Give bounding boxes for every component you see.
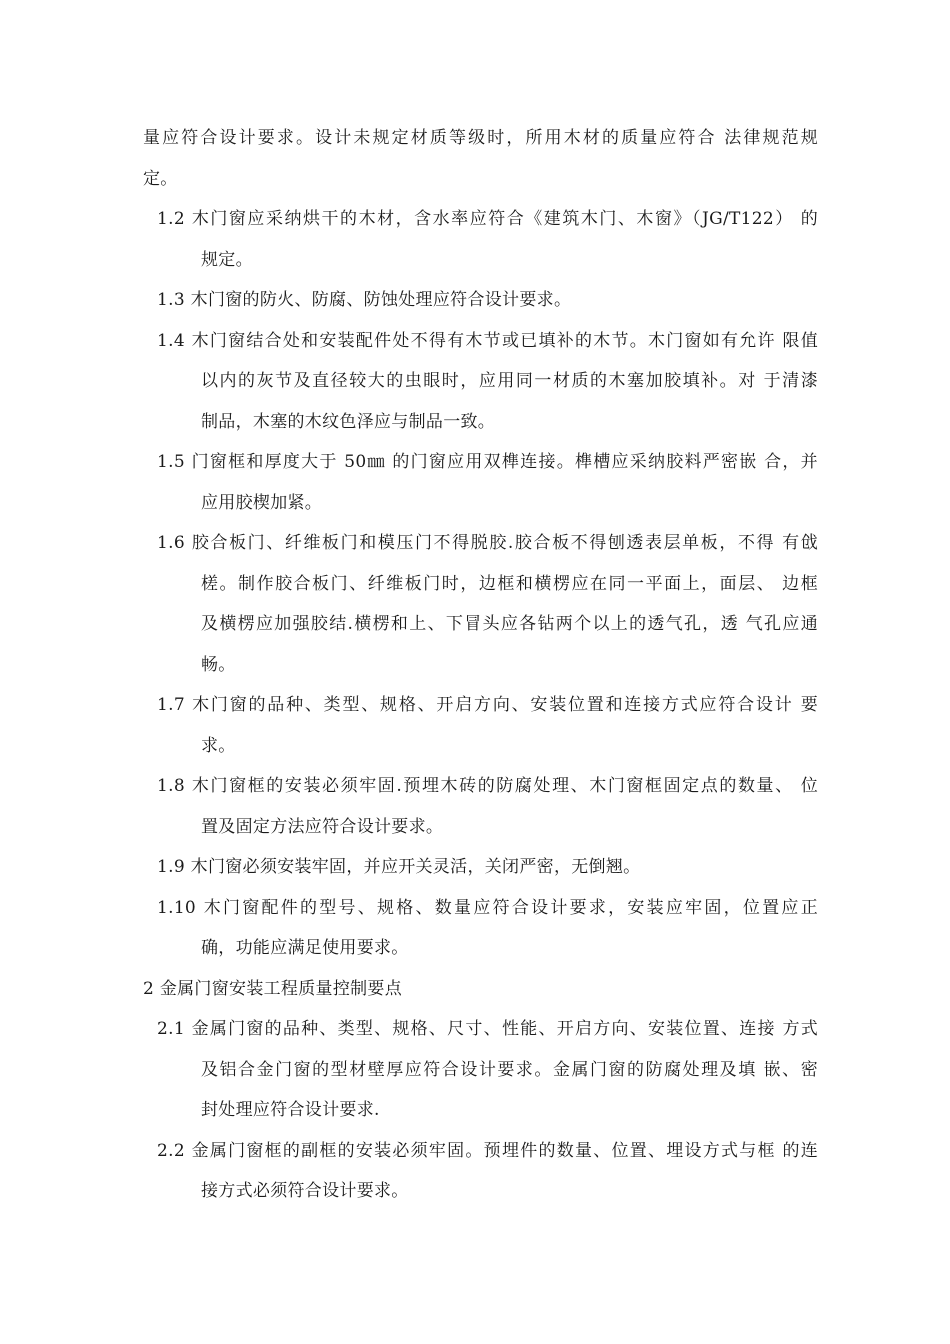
clause-1-2 [0,199,818,280]
clause-line: 1.2 木门窗应采纳烘干的木材，含水率应符合《建筑木门、木窗》（JG/T122） 的 [157,209,818,229]
clause-1-9 [0,847,818,888]
clause-line: 制品，木塞的木纹色泽应与制品一致。 [201,411,496,432]
clause-line: 及横楞应加强胶结.横楞和上、下冒头应各钻两个以上的透气孔，透 气孔应通 [201,614,818,634]
clause-line: 1.3 木门窗的防火、防腐、防蚀处理应符合设计要求。 [157,290,572,310]
clause-line: 2.1 金属门窗的品种、类型、规格、尺寸、性能、开启方向、安装位置、连接 方式 [157,1019,818,1039]
clause-line: 求。 [201,735,236,756]
section-heading-text: 2 金属门窗安装工程质量控制要点 [143,978,403,999]
clause-line: 规定。 [201,249,253,270]
clause-2-1 [0,1009,818,1131]
clause-line: 封处理应符合设计要求. [201,1100,380,1120]
clause-line: 接方式必须符合设计要求。 [201,1181,409,1201]
clause-line: 1.7 木门窗的品种、类型、规格、开启方向、安装位置和连接方式应符合设计 要 [157,695,818,715]
clause-line: 畅。 [201,654,236,675]
lead-paragraph [0,118,818,199]
paragraph-line: 定。 [143,168,178,189]
document-page [0,118,950,1212]
clause-1-5 [0,442,818,523]
clause-line: 置及固定方法应符合设计要求。 [201,816,444,837]
clause-line: 1.9 木门窗必须安装牢固，并应开关灵活，关闭严密，无倒翘。 [157,857,641,877]
clause-line: 1.4 木门窗结合处和安装配件处不得有木节或已填补的木节。木门窗如有允许 限值 [157,330,818,351]
clause-line: 及铝合金门窗的型材壁厚应符合设计要求。金属门窗的防腐处理及填 嵌、密 [201,1059,818,1080]
clause-1-10 [0,888,818,969]
clause-line: 以内的灰节及直径较大的虫眼时，应用同一材质的木塞加胶填补。对 于清漆 [201,371,818,391]
clause-line: 1.8 木门窗框的安装必须牢固.预埋木砖的防腐处理、木门窗框固定点的数量、 位 [157,776,818,796]
section-2-heading [0,969,818,1010]
paragraph-line: 量应符合设计要求。设计未规定材质等级时，所用木材的质量应符合 法律规范规 [143,128,818,148]
clause-line: 1.5 门窗框和厚度大于 50㎜ 的门窗应用双榫连接。榫槽应采纳胶料严密嵌 合，并 [157,452,818,472]
clause-line: 1.10 木门窗配件的型号、规格、数量应符合设计要求，安装应牢固，位置应正 [157,897,818,918]
clause-line: 应用胶楔加紧。 [201,492,323,513]
clause-1-4 [0,321,818,443]
clause-line: 槎。制作胶合板门、纤维板门时，边框和横楞应在同一平面上，面层、 边框 [201,573,818,594]
clause-1-7 [0,685,818,766]
clause-1-3 [0,280,818,321]
clause-1-6 [0,523,818,685]
clause-line: 2.2 金属门窗框的副框的安装必须牢固。预埋件的数量、位置、埋设方式与框 的连 [157,1140,818,1161]
clause-2-2 [0,1131,818,1212]
clause-line: 1.6 胶合板门、纤维板门和模压门不得脱胶.胶合板不得刨透表层单板，不得 有戗 [157,533,818,553]
clause-1-8 [0,766,818,847]
clause-line: 确，功能应满足使用要求。 [201,938,409,958]
